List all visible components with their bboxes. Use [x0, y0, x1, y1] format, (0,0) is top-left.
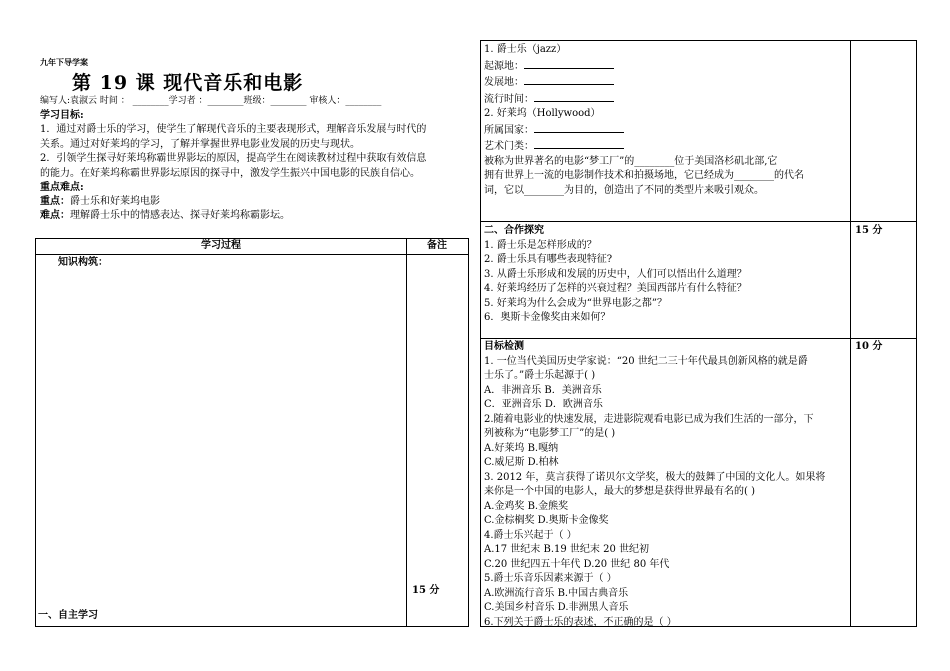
key-point-label: 重点： — [40, 196, 70, 207]
key-point-text: 爵士乐和好莱坞电影 — [70, 196, 160, 207]
difficult-point-label: 难点： — [40, 210, 70, 221]
test-line: 来你是一个中国的电影人，最大的梦想是获得世界最有名的( ) — [484, 486, 755, 497]
coop-question: 4. 好莱坞经历了怎样的兴衰过程？美国西部片有什么特征？ — [484, 283, 747, 294]
test-line: C.美国乡村音乐 D.非洲黑人音乐 — [484, 602, 629, 613]
knowledge-block — [484, 43, 804, 198]
test-line: 1. 一位当代美国历史学家说：“20 世纪二三十年代最具创新风格的就是爵 — [484, 355, 808, 367]
section-self-study: 一、自主学习 — [38, 610, 98, 621]
right-table — [480, 40, 917, 627]
goals-list — [40, 123, 426, 181]
test-line: C．亚洲音乐 D．欧洲音乐 — [484, 399, 603, 410]
test-line: A.17 世纪末 B.19 世纪末 20 世纪初 — [484, 544, 649, 555]
test-line: A.金鸡奖 B.金熊奖 — [484, 500, 569, 512]
coop-question: 5. 好莱坞为什么会成为“世界电影之都”？ — [484, 297, 667, 309]
test-line: 2.随着电影业的快速发展，走进影院观看电影已成为我们生活的一部分，下 — [484, 413, 814, 425]
meta-line: 编写人:袁淑云 时间 ： ________学习者 ：________班级：________ 审核人：________ — [40, 96, 382, 106]
grade-label: 九年下导学案 — [40, 58, 88, 67]
test-line: 3. 2012 年，莫言获得了诺贝尔文学奖，极大的鼓舞了中国的文化人。如果将 — [484, 471, 826, 483]
test-score: 10 分 — [855, 341, 883, 352]
key-point — [40, 195, 160, 210]
hollywood-paragraph: 被称为世界著名的电影“梦工厂”的________位于美国洛杉矶北部,它 — [484, 155, 778, 167]
test-line: C.20 世纪四五十年代 D.20 世纪 80 年代 — [484, 558, 670, 570]
goal-line: 2．引领学生探寻好莱坞称霸世界影坛的原因，提高学生在阅读教材过程中获取有效信息 — [40, 153, 427, 164]
jazz-item: 1. 爵士乐（jazz） — [484, 44, 567, 55]
goal-line: 的能力。在好莱坞称霸世界影坛原因的探寻中，激发学生振兴中国电影的民族自信心。 — [40, 167, 420, 179]
key-heading: 重点难点: — [40, 182, 84, 193]
knowledge-label: 知识构筑： — [58, 257, 108, 268]
test-heading: 目标检测 — [484, 341, 524, 352]
art-field: 艺术门类： — [484, 138, 804, 155]
hollywood-paragraph: 词，它以________为目的，创造出了不同的类型片来吸引观众。 — [484, 184, 764, 196]
coop-question: 1. 爵士乐是怎样形成的？ — [484, 239, 597, 251]
test-line: A.好莱坞 B.嘎纳 — [484, 442, 559, 454]
goal-line: 关系。通过对好莱坞的学习，了解并掌握世界电影业发展的历史与现状。 — [40, 138, 360, 150]
col-remark-header: 备注 — [427, 240, 447, 251]
test-line: A．非洲音乐 B．美洲音乐 — [484, 384, 602, 396]
hollywood-paragraph: 拥有世界上一流的电影制作技术和拍摄场地，它已经成为________的代名 — [484, 170, 804, 181]
test-line: 列被称为“电影梦工厂”的是( ) — [484, 428, 616, 439]
coop-question: 3. 从爵士乐形成和发展的历史中，人们可以悟出什么道理？ — [484, 268, 747, 280]
coop-heading: 二、合作探究 — [484, 225, 544, 236]
col-process-header: 学习过程 — [201, 240, 241, 251]
coop-score: 15 分 — [855, 225, 883, 236]
coop-question: 6．奥斯卡金像奖由来如何？ — [484, 312, 611, 323]
test-block — [484, 340, 825, 630]
test-line: A.欧洲流行音乐 B.中国古典音乐 — [484, 587, 629, 599]
period-field: 流行时间： — [484, 91, 804, 108]
goal-line: 1．通过对爵士乐的学习，使学生了解现代音乐的主要表现形式，理解音乐发展与时代的 — [40, 124, 427, 135]
difficult-point-text: 理解爵士乐中的情感表达、探寻好莱坞称霸影坛。 — [70, 210, 290, 221]
test-line: 5.爵士乐音乐因素来源于（ ） — [484, 573, 617, 584]
process-table — [35, 238, 469, 627]
test-line: 4.爵士乐兴起于（ ） — [484, 529, 577, 541]
goals-heading: 学习目标: — [40, 110, 84, 121]
test-line: 6.下列关于爵士乐的表述，不正确的是（ ） — [484, 616, 677, 628]
country-field: 所属国家： — [484, 122, 804, 139]
score-label: 15 分 — [412, 585, 440, 596]
test-line: C.金棕榈奖 D.奥斯卡金像奖 — [484, 515, 609, 526]
develop-field: 发展地： — [484, 74, 804, 91]
hollywood-item: 2. 好莱坞（Hollywood） — [484, 108, 601, 119]
page-title: 第 19 课 现代音乐和电影 — [72, 72, 304, 94]
test-line: 士乐了。”爵士乐起源于( ) — [484, 370, 596, 381]
coop-question: 2. 爵士乐具有哪些表现特征? — [484, 254, 613, 265]
test-line: C.威尼斯 D.柏林 — [484, 457, 559, 468]
origin-field: 起源地： — [484, 58, 804, 75]
coop-block — [484, 224, 747, 326]
difficult-point — [40, 209, 290, 224]
